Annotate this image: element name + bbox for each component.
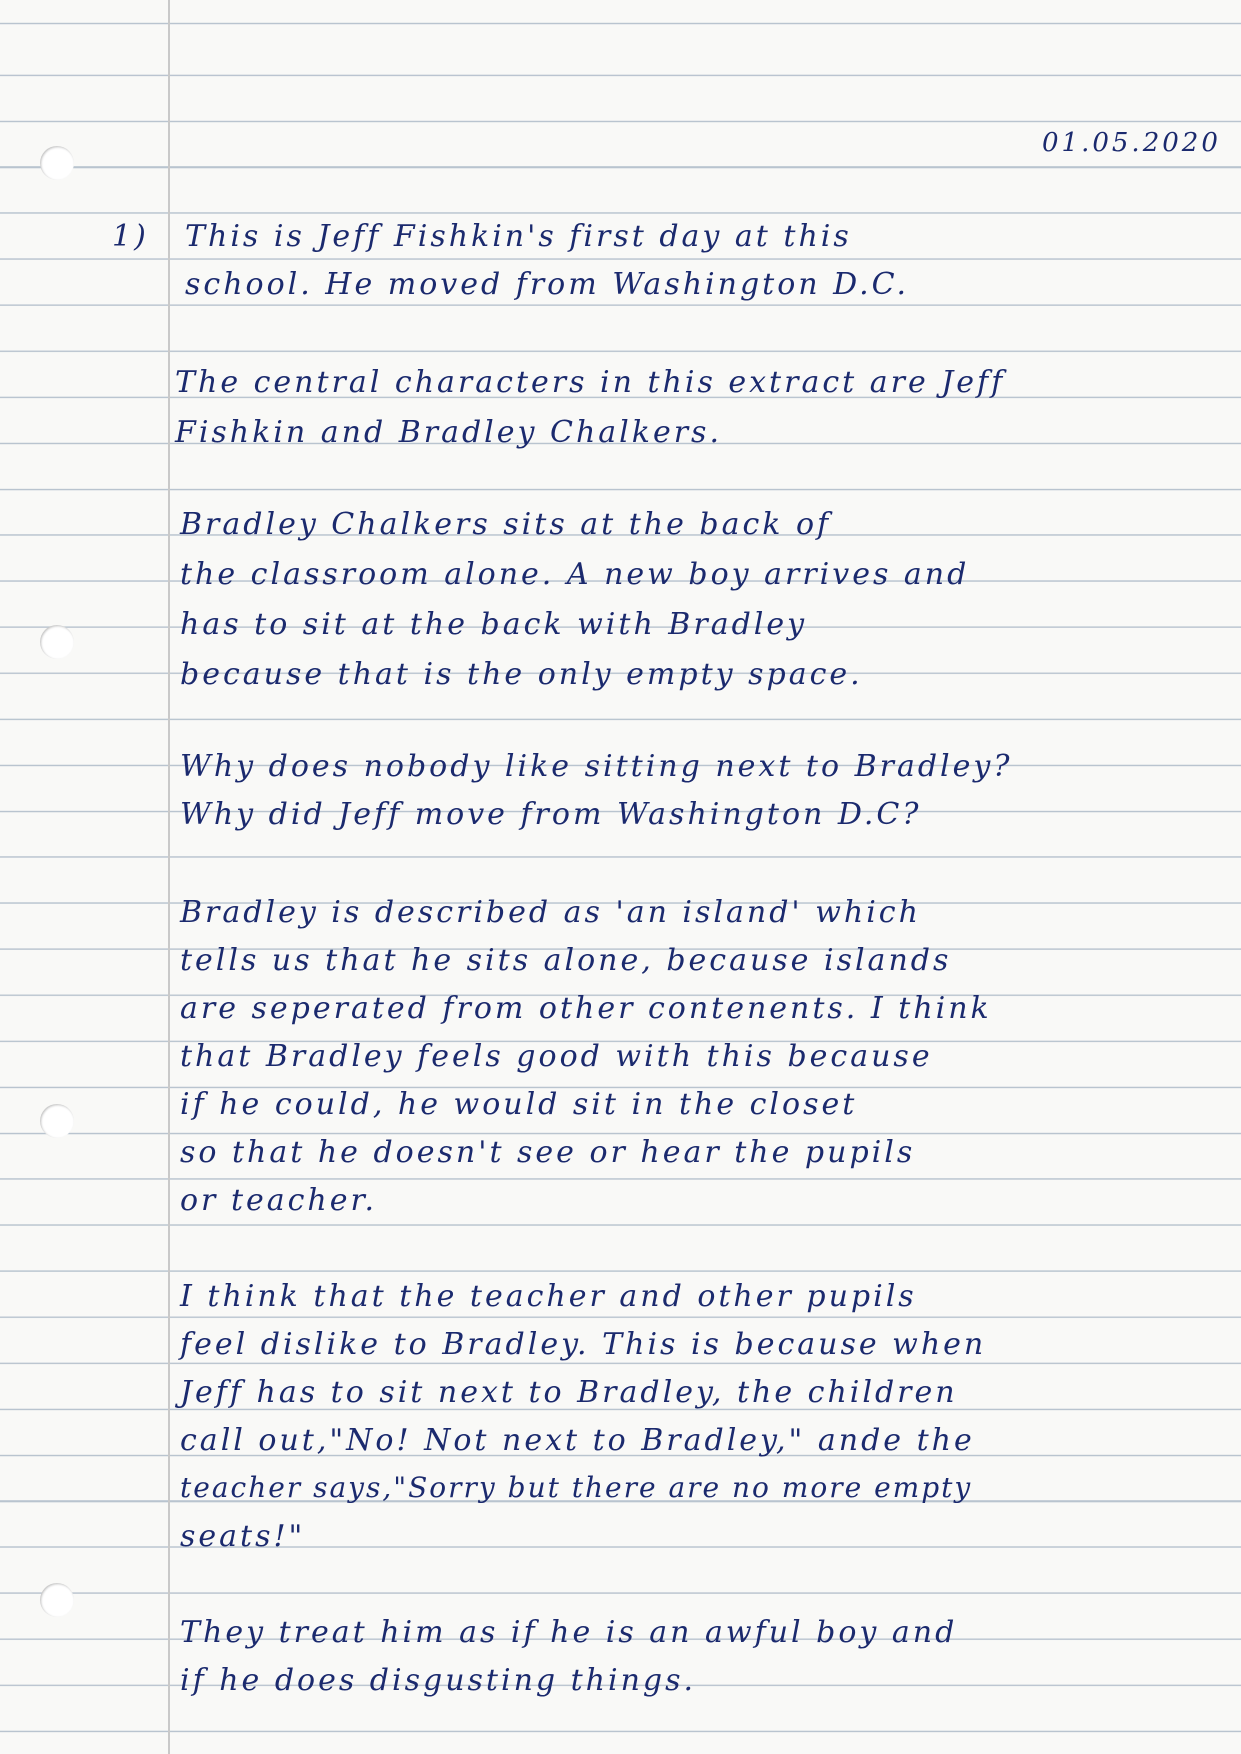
handwritten-line: has to sit at the back with Bradley	[180, 607, 808, 642]
handwritten-line: tells us that he sits alone, because islands	[180, 943, 952, 978]
handwritten-line: that Bradley feels good with this because	[180, 1039, 933, 1074]
date: 01.05.2020	[1042, 128, 1221, 158]
handwritten-line: I think that the teacher and other pupils	[180, 1279, 917, 1314]
handwritten-line: Bradley is described as 'an island' which	[180, 895, 921, 930]
handwritten-line: Bradley Chalkers sits at the back of	[180, 507, 832, 542]
handwritten-line: They treat him as if he is an awful boy and	[180, 1615, 958, 1650]
handwritten-line: Why did Jeff move from Washington D.C?	[180, 797, 922, 832]
handwritten-line: school. He moved from Washington D.C.	[185, 267, 910, 302]
punch-hole	[40, 1583, 74, 1617]
handwritten-line: Jeff has to sit next to Bradley, the children	[180, 1375, 958, 1410]
handwritten-line: teacher says,"Sorry but there are no more empty	[180, 1471, 973, 1504]
handwritten-line: or teacher.	[180, 1183, 378, 1218]
handwritten-line: the classroom alone. A new boy arrives and	[180, 557, 970, 592]
handwritten-line: This is Jeff Fishkin's first day at this	[185, 219, 852, 254]
handwritten-line: are seperated from other contenents. I think	[180, 991, 992, 1026]
handwritten-line: because that is the only empty space.	[180, 657, 863, 692]
handwritten-line: if he does disgusting things.	[180, 1663, 697, 1698]
question-number: 1)	[112, 219, 149, 254]
handwritten-line: so that he doesn't see or hear the pupils	[180, 1135, 916, 1170]
handwritten-line: call out,"No! Not next to Bradley," ande the	[180, 1423, 975, 1458]
punch-hole	[40, 146, 74, 180]
punch-hole	[40, 1104, 74, 1138]
punch-hole	[40, 625, 74, 659]
handwritten-line: seats!"	[180, 1519, 306, 1554]
handwritten-line: feel dislike to Bradley. This is because when	[180, 1327, 987, 1362]
handwritten-line: if he could, he would sit in the closet	[180, 1087, 858, 1122]
handwritten-line: The central characters in this extract are Jeff	[175, 365, 1006, 400]
margin-line	[168, 0, 170, 1754]
handwritten-line: Fishkin and Bradley Chalkers.	[175, 415, 722, 450]
handwritten-line: Why does nobody like sitting next to Bradley?	[180, 749, 1013, 784]
